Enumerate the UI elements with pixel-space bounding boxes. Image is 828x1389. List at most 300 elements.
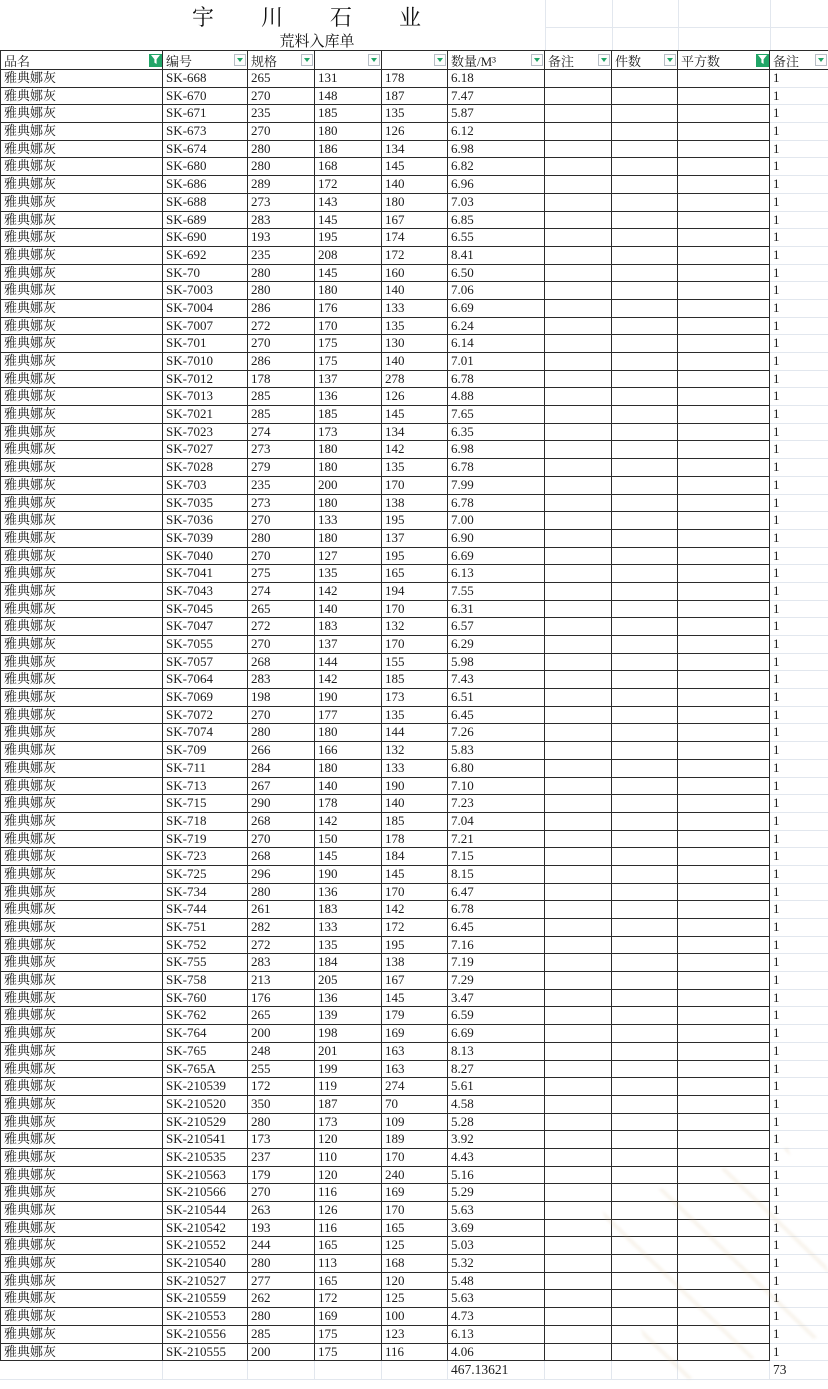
dim2-cell[interactable]: 180	[315, 760, 382, 778]
quantity-cell[interactable]: 6.90	[448, 530, 545, 548]
dim1-cell[interactable]: 270	[248, 831, 315, 849]
note-cell[interactable]	[545, 848, 612, 866]
dim3-cell[interactable]: 167	[382, 972, 448, 990]
dim3-cell[interactable]: 170	[382, 1149, 448, 1167]
pieces-cell[interactable]	[612, 601, 678, 619]
note-cell[interactable]	[545, 1131, 612, 1149]
note2-cell[interactable]: 1	[770, 1273, 828, 1291]
code-cell[interactable]: SK-7040	[163, 548, 248, 566]
code-cell[interactable]: SK-752	[163, 937, 248, 955]
product-name-cell[interactable]: 雅典娜灰	[0, 831, 163, 849]
sqm-cell[interactable]	[678, 1202, 770, 1220]
product-name-cell[interactable]: 雅典娜灰	[0, 919, 163, 937]
dim2-cell[interactable]: 143	[315, 194, 382, 212]
dim3-cell[interactable]: 140	[382, 176, 448, 194]
pieces-cell[interactable]	[612, 848, 678, 866]
dim1-cell[interactable]: 272	[248, 318, 315, 336]
dim3-cell[interactable]: 189	[382, 1131, 448, 1149]
product-name-cell[interactable]: 雅典娜灰	[0, 813, 163, 831]
dim1-cell[interactable]: 268	[248, 654, 315, 672]
note2-cell[interactable]: 1	[770, 689, 828, 707]
pieces-cell[interactable]	[612, 459, 678, 477]
dim1-cell[interactable]: 290	[248, 795, 315, 813]
note2-cell[interactable]: 1	[770, 282, 828, 300]
pieces-cell[interactable]	[612, 1061, 678, 1079]
code-cell[interactable]: SK-762	[163, 1007, 248, 1025]
code-cell[interactable]: SK-670	[163, 88, 248, 106]
sqm-cell[interactable]	[678, 689, 770, 707]
dim3-cell[interactable]: 163	[382, 1061, 448, 1079]
sqm-cell[interactable]	[678, 318, 770, 336]
dim1-cell[interactable]: 268	[248, 848, 315, 866]
note2-cell[interactable]: 1	[770, 406, 828, 424]
pieces-cell[interactable]	[612, 212, 678, 230]
product-name-cell[interactable]: 雅典娜灰	[0, 1308, 163, 1326]
product-name-cell[interactable]: 雅典娜灰	[0, 618, 163, 636]
product-name-cell[interactable]: 雅典娜灰	[0, 229, 163, 247]
dim1-cell[interactable]: 274	[248, 583, 315, 601]
dim2-cell[interactable]: 173	[315, 1114, 382, 1132]
quantity-cell[interactable]: 5.29	[448, 1184, 545, 1202]
note-cell[interactable]	[545, 318, 612, 336]
totals-dim3-cell[interactable]	[382, 1361, 448, 1380]
pieces-cell[interactable]	[612, 353, 678, 371]
note-cell[interactable]	[545, 884, 612, 902]
note2-cell[interactable]: 1	[770, 70, 828, 88]
dim1-cell[interactable]: 176	[248, 990, 315, 1008]
sqm-cell[interactable]	[678, 1255, 770, 1273]
dim2-cell[interactable]: 133	[315, 919, 382, 937]
dim3-cell[interactable]: 126	[382, 388, 448, 406]
note2-cell[interactable]: 1	[770, 1061, 828, 1079]
note-cell[interactable]	[545, 1167, 612, 1185]
product-name-cell[interactable]: 雅典娜灰	[0, 265, 163, 283]
note-cell[interactable]	[545, 1326, 612, 1344]
dim1-cell[interactable]: 267	[248, 778, 315, 796]
pieces-cell[interactable]	[612, 105, 678, 123]
dim1-cell[interactable]: 270	[248, 512, 315, 530]
note-cell[interactable]	[545, 300, 612, 318]
dim3-cell[interactable]: 187	[382, 88, 448, 106]
code-cell[interactable]: SK-758	[163, 972, 248, 990]
dim2-cell[interactable]: 116	[315, 1184, 382, 1202]
quantity-cell[interactable]: 3.92	[448, 1131, 545, 1149]
dim2-cell[interactable]: 113	[315, 1255, 382, 1273]
note2-cell[interactable]: 1	[770, 937, 828, 955]
sqm-cell[interactable]	[678, 194, 770, 212]
note-cell[interactable]	[545, 1202, 612, 1220]
dim3-cell[interactable]: 169	[382, 1184, 448, 1202]
note2-cell[interactable]: 1	[770, 1290, 828, 1308]
product-name-cell[interactable]: 雅典娜灰	[0, 1078, 163, 1096]
quantity-cell[interactable]: 6.12	[448, 123, 545, 141]
note2-cell[interactable]: 1	[770, 901, 828, 919]
quantity-cell[interactable]: 4.43	[448, 1149, 545, 1167]
dim1-cell[interactable]: 173	[248, 1131, 315, 1149]
note-cell[interactable]	[545, 158, 612, 176]
pieces-cell[interactable]	[612, 1167, 678, 1185]
product-name-cell[interactable]: 雅典娜灰	[0, 335, 163, 353]
product-name-cell[interactable]: 雅典娜灰	[0, 654, 163, 672]
sqm-cell[interactable]	[678, 265, 770, 283]
quantity-cell[interactable]: 6.35	[448, 424, 545, 442]
quantity-cell[interactable]: 5.61	[448, 1078, 545, 1096]
note2-cell[interactable]: 1	[770, 300, 828, 318]
code-cell[interactable]: SK-210527	[163, 1273, 248, 1291]
note2-cell[interactable]: 1	[770, 583, 828, 601]
dim2-cell[interactable]: 166	[315, 742, 382, 760]
sqm-cell[interactable]	[678, 1007, 770, 1025]
note2-cell[interactable]: 1	[770, 990, 828, 1008]
note-cell[interactable]	[545, 459, 612, 477]
dim2-cell[interactable]: 133	[315, 512, 382, 530]
dim1-cell[interactable]: 268	[248, 813, 315, 831]
dim3-cell[interactable]: 163	[382, 1043, 448, 1061]
quantity-cell[interactable]: 6.55	[448, 229, 545, 247]
pieces-cell[interactable]	[612, 1007, 678, 1025]
product-name-cell[interactable]: 雅典娜灰	[0, 990, 163, 1008]
code-cell[interactable]: SK-7003	[163, 282, 248, 300]
product-name-cell[interactable]: 雅典娜灰	[0, 176, 163, 194]
note-cell[interactable]	[545, 1149, 612, 1167]
pieces-cell[interactable]	[612, 1131, 678, 1149]
sqm-cell[interactable]	[678, 919, 770, 937]
note-cell[interactable]	[545, 1273, 612, 1291]
note-cell[interactable]	[545, 1220, 612, 1238]
product-name-cell[interactable]: 雅典娜灰	[0, 371, 163, 389]
dim3-cell[interactable]: 134	[382, 141, 448, 159]
note-cell[interactable]	[545, 88, 612, 106]
note2-cell[interactable]: 1	[770, 1007, 828, 1025]
quantity-cell[interactable]: 6.14	[448, 335, 545, 353]
sqm-cell[interactable]	[678, 105, 770, 123]
product-name-cell[interactable]: 雅典娜灰	[0, 795, 163, 813]
code-cell[interactable]: SK-7069	[163, 689, 248, 707]
pieces-cell[interactable]	[612, 548, 678, 566]
pieces-cell[interactable]	[612, 831, 678, 849]
note-cell[interactable]	[545, 601, 612, 619]
quantity-cell[interactable]: 5.63	[448, 1202, 545, 1220]
dim2-cell[interactable]: 116	[315, 1220, 382, 1238]
pieces-cell[interactable]	[612, 1255, 678, 1273]
quantity-cell[interactable]: 6.98	[448, 141, 545, 159]
pieces-cell[interactable]	[612, 866, 678, 884]
dim3-cell[interactable]: 165	[382, 1220, 448, 1238]
dim2-cell[interactable]: 175	[315, 1344, 382, 1362]
dim3-cell[interactable]: 184	[382, 848, 448, 866]
sqm-cell[interactable]	[678, 1025, 770, 1043]
product-name-cell[interactable]: 雅典娜灰	[0, 1025, 163, 1043]
totals-code-cell[interactable]	[163, 1361, 248, 1380]
sqm-cell[interactable]	[678, 813, 770, 831]
sqm-cell[interactable]	[678, 831, 770, 849]
quantity-cell[interactable]: 4.73	[448, 1308, 545, 1326]
dim1-cell[interactable]: 286	[248, 353, 315, 371]
pieces-cell[interactable]	[612, 424, 678, 442]
dim3-cell[interactable]: 123	[382, 1326, 448, 1344]
pieces-cell[interactable]	[612, 1273, 678, 1291]
quantity-cell[interactable]: 5.03	[448, 1237, 545, 1255]
sqm-cell[interactable]	[678, 548, 770, 566]
product-name-cell[interactable]: 雅典娜灰	[0, 212, 163, 230]
dim1-cell[interactable]: 280	[248, 724, 315, 742]
sqm-cell[interactable]	[678, 601, 770, 619]
code-cell[interactable]: SK-744	[163, 901, 248, 919]
product-name-cell[interactable]: 雅典娜灰	[0, 1114, 163, 1132]
dim1-cell[interactable]: 172	[248, 1078, 315, 1096]
product-name-cell[interactable]: 雅典娜灰	[0, 70, 163, 88]
totals-note-cell[interactable]	[545, 1361, 612, 1380]
product-name-cell[interactable]: 雅典娜灰	[0, 972, 163, 990]
dim1-cell[interactable]: 273	[248, 194, 315, 212]
note-cell[interactable]	[545, 265, 612, 283]
note2-cell[interactable]: 1	[770, 158, 828, 176]
quantity-cell[interactable]: 5.48	[448, 1273, 545, 1291]
note-cell[interactable]	[545, 123, 612, 141]
pieces-cell[interactable]	[612, 1114, 678, 1132]
dim2-cell[interactable]: 185	[315, 406, 382, 424]
code-cell[interactable]: SK-210559	[163, 1290, 248, 1308]
sqm-cell[interactable]	[678, 441, 770, 459]
dim1-cell[interactable]: 280	[248, 265, 315, 283]
note2-cell[interactable]: 1	[770, 778, 828, 796]
note2-cell[interactable]: 1	[770, 831, 828, 849]
code-cell[interactable]: SK-7045	[163, 601, 248, 619]
dim2-cell[interactable]: 208	[315, 247, 382, 265]
pieces-cell[interactable]	[612, 229, 678, 247]
code-cell[interactable]: SK-755	[163, 954, 248, 972]
pieces-cell[interactable]	[612, 901, 678, 919]
quantity-cell[interactable]: 7.15	[448, 848, 545, 866]
dim3-cell[interactable]: 132	[382, 618, 448, 636]
dim3-cell[interactable]: 142	[382, 441, 448, 459]
sqm-cell[interactable]	[678, 1061, 770, 1079]
note2-cell[interactable]: 1	[770, 441, 828, 459]
sqm-cell[interactable]	[678, 123, 770, 141]
note-cell[interactable]	[545, 1237, 612, 1255]
dim2-cell[interactable]: 145	[315, 265, 382, 283]
pieces-cell[interactable]	[612, 441, 678, 459]
code-cell[interactable]: SK-7057	[163, 654, 248, 672]
quantity-cell[interactable]: 6.78	[448, 459, 545, 477]
totals-product-cell[interactable]	[0, 1361, 163, 1380]
note2-cell[interactable]: 1	[770, 565, 828, 583]
dim3-cell[interactable]: 172	[382, 919, 448, 937]
sqm-cell[interactable]	[678, 424, 770, 442]
dim2-cell[interactable]: 139	[315, 1007, 382, 1025]
pieces-cell[interactable]	[612, 618, 678, 636]
pieces-cell[interactable]	[612, 371, 678, 389]
note2-cell[interactable]: 1	[770, 724, 828, 742]
pieces-cell[interactable]	[612, 1078, 678, 1096]
sqm-cell[interactable]	[678, 1308, 770, 1326]
product-name-cell[interactable]: 雅典娜灰	[0, 105, 163, 123]
dim1-cell[interactable]: 213	[248, 972, 315, 990]
product-name-cell[interactable]: 雅典娜灰	[0, 1131, 163, 1149]
dim1-cell[interactable]: 237	[248, 1149, 315, 1167]
dim1-cell[interactable]: 193	[248, 229, 315, 247]
note-cell[interactable]	[545, 1290, 612, 1308]
code-cell[interactable]: SK-7012	[163, 371, 248, 389]
dim2-cell[interactable]: 120	[315, 1167, 382, 1185]
sqm-cell[interactable]	[678, 1237, 770, 1255]
code-cell[interactable]: SK-210520	[163, 1096, 248, 1114]
note-cell[interactable]	[545, 742, 612, 760]
code-cell[interactable]: SK-7004	[163, 300, 248, 318]
pieces-cell[interactable]	[612, 495, 678, 513]
dim2-cell[interactable]: 183	[315, 901, 382, 919]
quantity-cell[interactable]: 7.23	[448, 795, 545, 813]
quantity-cell[interactable]: 5.16	[448, 1167, 545, 1185]
pieces-cell[interactable]	[612, 919, 678, 937]
dim2-cell[interactable]: 145	[315, 212, 382, 230]
sqm-cell[interactable]	[678, 1114, 770, 1132]
dim3-cell[interactable]: 180	[382, 194, 448, 212]
dim1-cell[interactable]: 279	[248, 459, 315, 477]
filter-dropdown-icon[interactable]	[301, 54, 313, 66]
note2-cell[interactable]: 1	[770, 353, 828, 371]
dim3-cell[interactable]: 170	[382, 1202, 448, 1220]
product-name-cell[interactable]: 雅典娜灰	[0, 884, 163, 902]
dim1-cell[interactable]: 273	[248, 441, 315, 459]
quantity-cell[interactable]: 7.21	[448, 831, 545, 849]
pieces-cell[interactable]	[612, 1096, 678, 1114]
note2-cell[interactable]: 1	[770, 1326, 828, 1344]
product-name-cell[interactable]: 雅典娜灰	[0, 583, 163, 601]
product-name-cell[interactable]: 雅典娜灰	[0, 866, 163, 884]
product-name-cell[interactable]: 雅典娜灰	[0, 247, 163, 265]
pieces-cell[interactable]	[612, 1043, 678, 1061]
quantity-cell[interactable]: 6.78	[448, 495, 545, 513]
pieces-cell[interactable]	[612, 742, 678, 760]
sqm-cell[interactable]	[678, 795, 770, 813]
dim3-cell[interactable]: 145	[382, 866, 448, 884]
dim1-cell[interactable]: 248	[248, 1043, 315, 1061]
note-cell[interactable]	[545, 707, 612, 725]
dim2-cell[interactable]: 136	[315, 990, 382, 1008]
dim3-cell[interactable]: 140	[382, 353, 448, 371]
dim3-cell[interactable]: 135	[382, 459, 448, 477]
sqm-cell[interactable]	[678, 1220, 770, 1238]
product-name-cell[interactable]: 雅典娜灰	[0, 601, 163, 619]
note2-cell[interactable]: 1	[770, 1237, 828, 1255]
note2-cell[interactable]: 1	[770, 371, 828, 389]
note-cell[interactable]	[545, 70, 612, 88]
sqm-cell[interactable]	[678, 707, 770, 725]
pieces-cell[interactable]	[612, 318, 678, 336]
dim1-cell[interactable]: 285	[248, 406, 315, 424]
quantity-cell[interactable]: 7.29	[448, 972, 545, 990]
note2-cell[interactable]: 1	[770, 654, 828, 672]
quantity-cell[interactable]: 7.16	[448, 937, 545, 955]
dim3-cell[interactable]: 142	[382, 901, 448, 919]
sqm-cell[interactable]	[678, 778, 770, 796]
dim2-cell[interactable]: 165	[315, 1237, 382, 1255]
sqm-cell[interactable]	[678, 1326, 770, 1344]
note-cell[interactable]	[545, 583, 612, 601]
dim2-cell[interactable]: 144	[315, 654, 382, 672]
dim1-cell[interactable]: 350	[248, 1096, 315, 1114]
note2-cell[interactable]: 1	[770, 1096, 828, 1114]
note2-cell[interactable]: 1	[770, 1344, 828, 1362]
sqm-cell[interactable]	[678, 247, 770, 265]
dim2-cell[interactable]: 190	[315, 689, 382, 707]
note2-cell[interactable]: 1	[770, 194, 828, 212]
note-cell[interactable]	[545, 229, 612, 247]
sqm-cell[interactable]	[678, 654, 770, 672]
product-name-cell[interactable]: 雅典娜灰	[0, 1255, 163, 1273]
dim1-cell[interactable]: 244	[248, 1237, 315, 1255]
note2-cell[interactable]: 1	[770, 1202, 828, 1220]
quantity-cell[interactable]: 7.99	[448, 477, 545, 495]
dim2-cell[interactable]: 140	[315, 778, 382, 796]
note2-cell[interactable]: 1	[770, 742, 828, 760]
dim1-cell[interactable]: 179	[248, 1167, 315, 1185]
dim1-cell[interactable]: 262	[248, 1290, 315, 1308]
code-cell[interactable]: SK-7021	[163, 406, 248, 424]
note-cell[interactable]	[545, 194, 612, 212]
dim1-cell[interactable]: 270	[248, 548, 315, 566]
dim3-cell[interactable]: 134	[382, 424, 448, 442]
note2-cell[interactable]: 1	[770, 866, 828, 884]
dim2-cell[interactable]: 173	[315, 424, 382, 442]
code-cell[interactable]: SK-689	[163, 212, 248, 230]
dim3-cell[interactable]: 138	[382, 495, 448, 513]
dim3-cell[interactable]: 172	[382, 247, 448, 265]
note2-cell[interactable]: 1	[770, 477, 828, 495]
sqm-cell[interactable]	[678, 88, 770, 106]
sqm-cell[interactable]	[678, 901, 770, 919]
code-cell[interactable]: SK-713	[163, 778, 248, 796]
note-cell[interactable]	[545, 247, 612, 265]
code-cell[interactable]: SK-210553	[163, 1308, 248, 1326]
code-cell[interactable]: SK-764	[163, 1025, 248, 1043]
code-cell[interactable]: SK-751	[163, 919, 248, 937]
note2-cell[interactable]: 1	[770, 424, 828, 442]
dim1-cell[interactable]: 235	[248, 477, 315, 495]
pieces-cell[interactable]	[612, 1344, 678, 1362]
note-cell[interactable]	[545, 919, 612, 937]
quantity-cell[interactable]: 6.78	[448, 371, 545, 389]
code-cell[interactable]: SK-210542	[163, 1220, 248, 1238]
pieces-cell[interactable]	[612, 123, 678, 141]
code-cell[interactable]: SK-7028	[163, 459, 248, 477]
note-cell[interactable]	[545, 1114, 612, 1132]
dim3-cell[interactable]: 126	[382, 123, 448, 141]
note2-cell[interactable]: 1	[770, 1078, 828, 1096]
product-name-cell[interactable]: 雅典娜灰	[0, 1220, 163, 1238]
note2-cell[interactable]: 1	[770, 335, 828, 353]
dim1-cell[interactable]: 280	[248, 282, 315, 300]
dim1-cell[interactable]: 285	[248, 1326, 315, 1344]
dim2-cell[interactable]: 195	[315, 229, 382, 247]
note2-cell[interactable]: 1	[770, 919, 828, 937]
pieces-cell[interactable]	[612, 636, 678, 654]
totals-dim1-cell[interactable]	[248, 1361, 315, 1380]
dim2-cell[interactable]: 198	[315, 1025, 382, 1043]
quantity-cell[interactable]: 7.55	[448, 583, 545, 601]
dim2-cell[interactable]: 126	[315, 1202, 382, 1220]
note2-cell[interactable]: 1	[770, 388, 828, 406]
quantity-cell[interactable]: 6.31	[448, 601, 545, 619]
note2-cell[interactable]: 1	[770, 972, 828, 990]
filter-dropdown-icon[interactable]	[664, 54, 676, 66]
sqm-cell[interactable]	[678, 477, 770, 495]
dim3-cell[interactable]: 165	[382, 565, 448, 583]
dim1-cell[interactable]: 265	[248, 70, 315, 88]
filter-dropdown-icon[interactable]	[815, 54, 827, 66]
code-cell[interactable]: SK-718	[163, 813, 248, 831]
